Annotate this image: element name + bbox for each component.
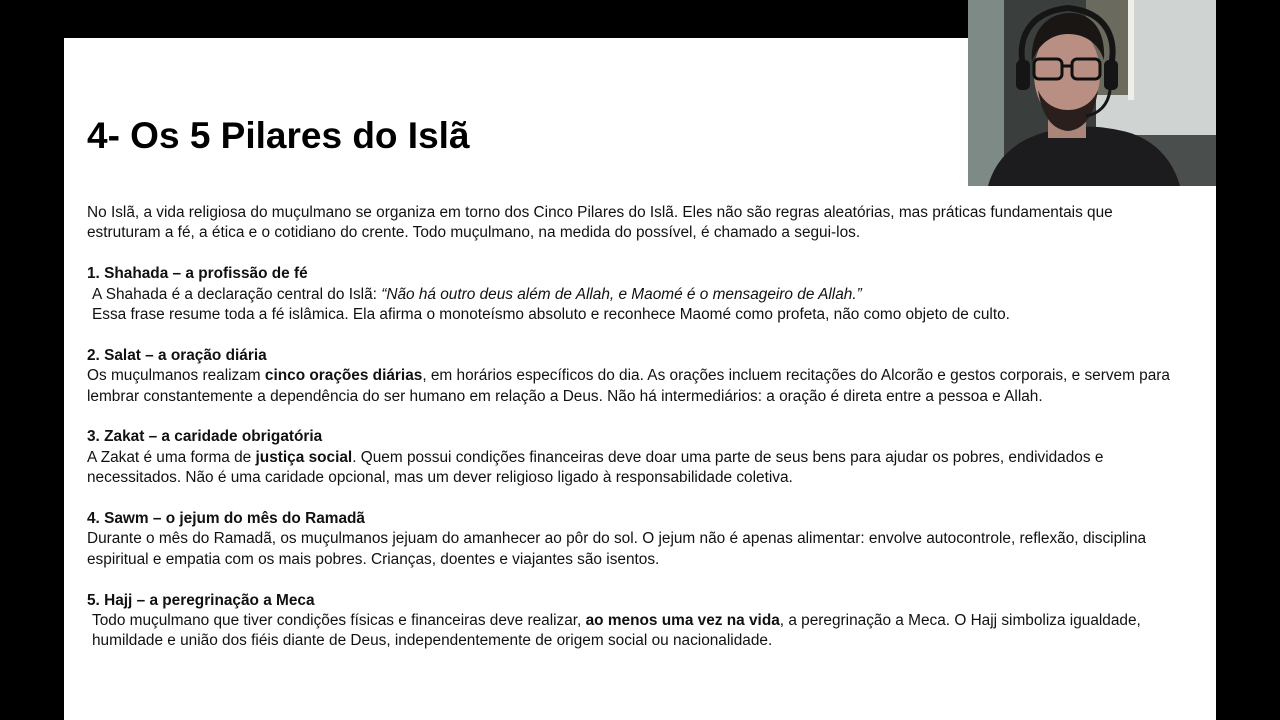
pillar-text-bold: justiça social — [255, 448, 353, 466]
pillar-text: Durante o mês do Ramadã, os muçulmanos jejuam do amanhecer ao pôr do sol. O jejum não é apenas alimentar: envolve autocontrole, reflexão, disciplina espiritual e empatia com os mais pobres. Crianças, doentes e viajantes são isentos. — [87, 530, 1147, 568]
pillar-text-plain: A Shahada é a declaração central do Islã: — [92, 285, 382, 303]
pillar-heading: 1. Shahada – a profissão de fé — [87, 265, 308, 283]
pillar-text-plain: Os muçulmanos realizam — [87, 367, 265, 385]
pillar-shahada — [87, 264, 1172, 325]
pillar-text — [87, 611, 1172, 652]
pillar-text — [87, 366, 1172, 407]
pillar-heading: 3. Zakat – a caridade obrigatória — [87, 428, 323, 446]
pillar-text — [87, 285, 1172, 305]
pillar-text-plain: . Quem possui condições financeiras deve doar uma parte de seus bens para ajudar os pobres, endividados e necessitados. Não é uma caridade opcional, mas um dever religioso ligado à responsabilidade coletiva. — [87, 448, 1104, 487]
intro-paragraph: No Islã, a vida religiosa do muçulmano se organiza em torno dos Cinco Pilares do Islã. Eles não são regras aleatórias, mas práticas fundamentais que estruturam a fé, a ética e o cotidiano do crente. Todo muçulmano, na medida do possível, é chamado a segui-los. — [87, 204, 1113, 242]
pillar-text-bold: ao menos uma vez na vida — [585, 612, 780, 630]
presenter-video-image — [968, 0, 1216, 186]
pillar-heading: 5. Hajj – a peregrinação a Meca — [87, 591, 315, 609]
pillar-text-bold: cinco orações diárias — [264, 367, 423, 385]
pillar-text-plain: A Zakat é uma forma de — [87, 448, 256, 466]
slide-body — [87, 203, 1172, 652]
pillar-text — [87, 448, 1172, 489]
pillar-text-plain: , a peregrinação a Meca. O Hajj simboliza igualdade, humildade e união dos fiéis diante de Deus, independentemente de origem social ou nacionalidade. — [92, 612, 1141, 650]
shahada-quote: “Não há outro deus além de Allah, e Maomé é o mensageiro de Allah.” — [381, 285, 862, 303]
pillar-heading: 4. Sawm – o jejum do mês do Ramadã — [87, 510, 365, 528]
slide-title: 4- Os 5 Pilares do Islã — [87, 115, 470, 156]
webcam-overlay — [968, 0, 1216, 186]
pillar-zakat — [87, 427, 1172, 488]
pillar-sawm — [87, 509, 1172, 570]
pillar-text: Essa frase resume toda a fé islâmica. Ela afirma o monoteísmo absoluto e reconhece Maomé como profeta, não como objeto de culto. — [92, 306, 1010, 324]
pillar-text-plain: , em horários específicos do dia. As orações incluem recitações do Alcorão e gestos corporais, e servem para lembrar constantemente a dependência do ser humano em relação a Deus. Não há intermediários: a oração é direta entre a pessoa e Allah. — [87, 367, 1170, 405]
pillar-heading: 2. Salat – a oração diária — [87, 346, 267, 364]
pillar-hajj — [87, 591, 1172, 652]
pillar-text-plain: Todo muçulmano que tiver condições físicas e financeiras deve realizar, — [92, 612, 586, 630]
pillar-salat — [87, 346, 1172, 407]
